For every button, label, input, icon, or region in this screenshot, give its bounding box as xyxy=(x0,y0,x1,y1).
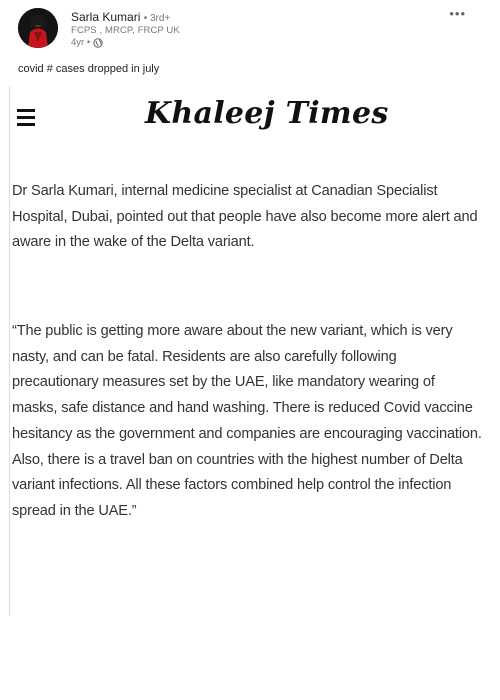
article-image xyxy=(9,86,496,616)
article-paragraph-2: “The public is getting more aware about the new variant, which is very nasty, and can be fatal. Residents are also carefully following precautionary measures set by the UAE, like mandatory wearing of masks, safe distance and hand washing. There is reduced Covid vaccine hesitancy as the government and companies are encouraging vaccination. Also, there is a travel ban on countries with the highest number of Delta variant infections. All these factors combined help control the infection spread in the UAE.” xyxy=(12,323,482,519)
post-header xyxy=(0,0,500,62)
author-name[interactable]: Sarla Kumari xyxy=(71,10,141,24)
post-meta xyxy=(71,37,103,48)
more-options-icon[interactable]: ••• xyxy=(449,6,466,21)
author-headline: FCPS , MRCP, FRCP UK xyxy=(71,25,180,36)
author-photo xyxy=(18,8,58,48)
masthead-logo: Khaleej Times xyxy=(145,96,389,131)
hamburger-menu-icon[interactable] xyxy=(17,109,35,126)
globe-icon xyxy=(93,38,103,48)
avatar[interactable] xyxy=(18,8,58,48)
author-name-row[interactable] xyxy=(71,10,170,24)
post-age: 4yr • xyxy=(71,37,91,48)
connection-degree: • 3rd+ xyxy=(143,13,171,24)
post-text: covid # cases dropped in july xyxy=(18,63,160,75)
article-paragraph-1: Dr Sarla Kumari, internal medicine specialist at Canadian Specialist Hospital, Dubai, pointed out that people have also become more alert and aware in the wake of the Delta variant. xyxy=(12,183,478,251)
